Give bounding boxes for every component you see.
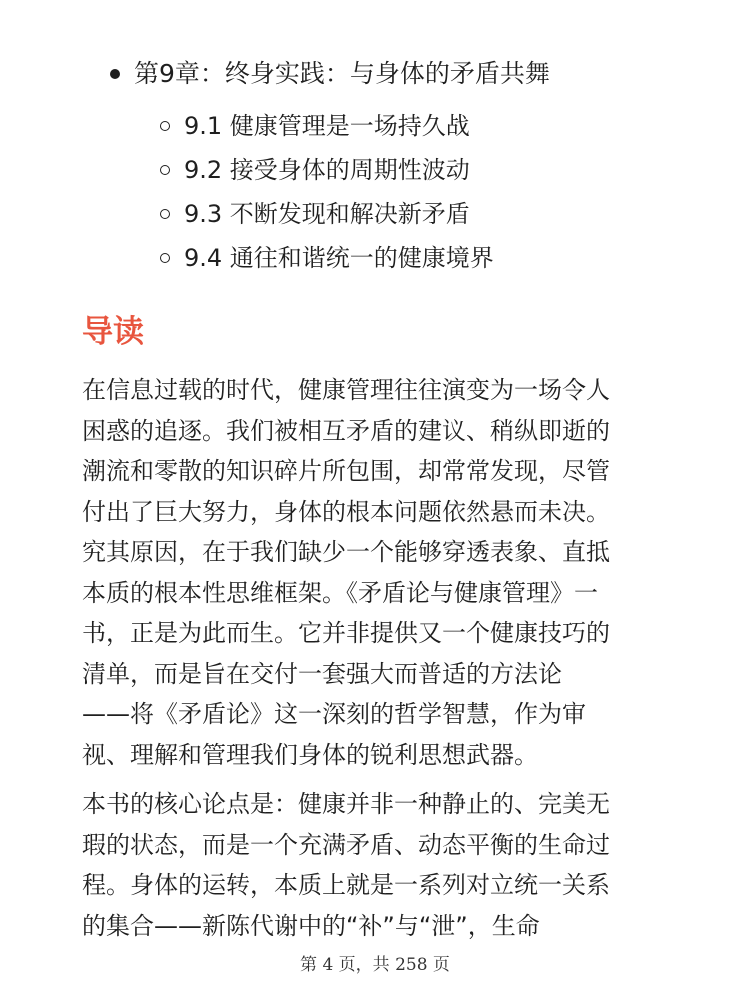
- toc-section-item: [160, 104, 710, 148]
- bullet-circle-icon: [160, 209, 170, 219]
- text-line: 程。身体的运转，本质上就是一系列对立统一关系: [82, 871, 610, 899]
- toc-chapter-item: [110, 52, 710, 96]
- toc-section-item: [160, 148, 710, 192]
- text-line: 潮流和零散的知识碎片所包围，却常常发现，尽管: [82, 457, 610, 485]
- bullet-disc-icon: [110, 69, 120, 79]
- toc-section-item: [160, 192, 710, 236]
- toc-section-label: 9.3 不断发现和解决新矛盾: [184, 200, 470, 228]
- intro-paragraph-2: [82, 784, 672, 946]
- text-line: 究其原因，在于我们缺少一个能够穿透表象、直抵: [82, 538, 610, 566]
- bullet-circle-icon: [160, 165, 170, 175]
- text-line: 瑕的状态，而是一个充满矛盾、动态平衡的生命过: [82, 830, 610, 859]
- section-heading: 导读: [82, 314, 144, 350]
- toc-section-label: 9.2 接受身体的周期性波动: [184, 156, 470, 184]
- text-line: 本书的核心论点是：健康并非一种静止的、完美无: [82, 790, 610, 818]
- table-of-contents: [110, 52, 710, 280]
- toc-section-label: 9.1 健康管理是一场持久战: [184, 112, 470, 140]
- bullet-circle-icon: [160, 253, 170, 263]
- text-line: 视、理解和管理我们身体的锐利思想武器。: [82, 740, 538, 769]
- text-line: 本质的根本性思维框架。《矛盾论与健康管理》一: [82, 578, 598, 607]
- page-number: 第 4 页，共 258 页: [300, 955, 450, 975]
- toc-chapter-label: 第9章：终身实践：与身体的矛盾共舞: [134, 59, 550, 88]
- toc-section-list: [160, 104, 710, 280]
- text-line: ——将《矛盾论》这一深刻的哲学智慧，作为审: [82, 700, 586, 728]
- text-line: 付出了巨大努力，身体的根本问题依然悬而未决。: [82, 497, 610, 526]
- text-line: 清单，而是旨在交付一套强大而普适的方法论: [82, 659, 562, 688]
- text-line: 困惑的追逐。我们被相互矛盾的建议、稍纵即逝的: [82, 416, 610, 445]
- intro-paragraph-1: [82, 370, 672, 775]
- text-line: 的集合——新陈代谢中的“补”与“泄”，生命: [82, 911, 540, 940]
- toc-section-label: 9.4 通往和谐统一的健康境界: [184, 244, 494, 272]
- toc-section-item: [160, 236, 710, 280]
- text-line: 在信息过载的时代，健康管理往往演变为一场令人: [82, 376, 610, 404]
- text-line: 书，正是为此而生。它并非提供又一个健康技巧的: [82, 619, 610, 647]
- page-footer: [0, 950, 750, 975]
- bullet-circle-icon: [160, 121, 170, 131]
